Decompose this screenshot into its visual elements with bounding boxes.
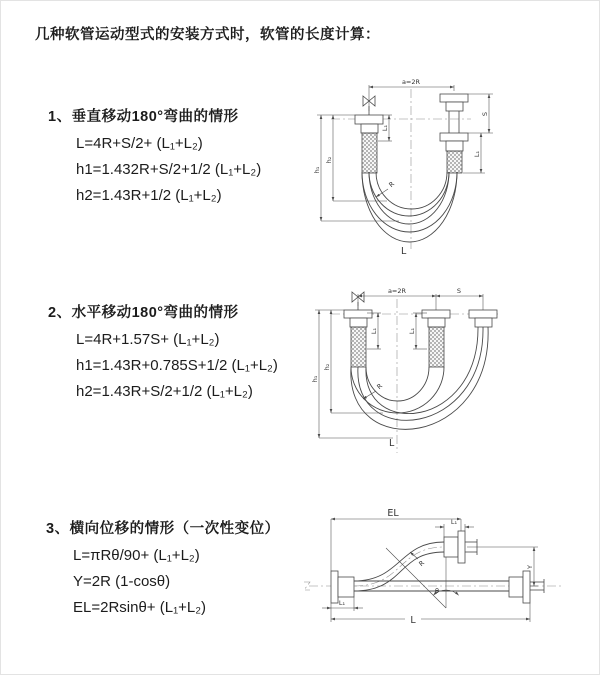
- dim-label-a2r: a=2R: [401, 78, 421, 86]
- page-title: 几种软管运动型式的安装方式时，软管的长度计算：: [35, 27, 380, 43]
- dim-label-r: R: [375, 381, 385, 391]
- formula-length: L=4R+S/2+ (L₁+L₂): [76, 135, 203, 152]
- dim-label-l: L: [389, 438, 395, 449]
- section-3-formulas: [73, 543, 206, 621]
- diagram-horizontal-move: [311, 283, 600, 461]
- dim-label-s: S: [456, 287, 462, 295]
- dim-label-a2r: a=2R: [387, 287, 407, 295]
- dim-label-y: Y: [526, 565, 534, 569]
- dimension-lines: [313, 78, 493, 257]
- dim-label-h2: h₂: [323, 363, 331, 371]
- braided-hose-section: [429, 327, 444, 367]
- hose-curves: [362, 172, 457, 242]
- dim-label-s: S: [481, 111, 489, 117]
- dim-label-el: EL: [387, 508, 399, 519]
- dim-label-l1-left: L₁: [381, 124, 389, 132]
- formula-length: L=πRθ/90+ (L₁+L₂): [73, 547, 200, 564]
- section-3-heading: 3、横向位移的情形（一次性变位）: [46, 521, 280, 537]
- diagram-vertical-move: [313, 71, 600, 267]
- moving-end-fitting: [440, 94, 468, 173]
- braided-hose-section: [362, 133, 377, 173]
- dim-label-l: L: [410, 615, 416, 626]
- braided-hose-section: [351, 327, 366, 367]
- section-1-heading: 1、垂直移动180°弯曲的情形: [48, 109, 239, 125]
- formula-h1: h1=1.432R+S/2+1/2 (L₁+L₂): [76, 161, 262, 178]
- formula-h1: h1=1.43R+0.785S+1/2 (L₁+L₂): [76, 357, 278, 374]
- dim-label-l1-mid: L₁: [408, 327, 416, 335]
- dim-label-theta: θ: [435, 587, 439, 595]
- formula-h2: h2=1.43R+1/2 (L₁+L₂): [76, 187, 222, 204]
- dim-label-r: R: [387, 179, 397, 189]
- formula-el: EL=2Rsinθ+ (L₁+L₂): [73, 599, 207, 616]
- moving-end-fitting-position-2: [469, 310, 497, 327]
- fixed-end-fitting: [355, 115, 383, 173]
- curved-hose: [354, 542, 444, 591]
- dim-label-h1: h₁: [311, 375, 319, 383]
- formula-length: L=4R+1.57S+ (L₁+L₂): [76, 331, 220, 348]
- diagram-lateral-shift: [301, 506, 600, 666]
- dim-label-h2: h₂: [325, 156, 333, 164]
- moving-end-fitting-position-1: [422, 310, 450, 367]
- dim-label-l1-bottom: L₁: [338, 599, 346, 607]
- dim-label-h1: h₁: [313, 166, 321, 174]
- right-flange-original: [509, 571, 544, 603]
- dim-label-l1-right: L₁: [473, 150, 481, 158]
- section-2-heading: 2、水平移动180°弯曲的情形: [48, 305, 239, 321]
- hose-curves: [351, 327, 488, 429]
- dimension-lines: [322, 508, 538, 626]
- formula-y: Y=2R (1-cosθ): [73, 573, 171, 590]
- dim-label-l1-left: L₁: [370, 327, 378, 335]
- fixed-end-fitting: [344, 310, 372, 367]
- section-2-formulas: [76, 327, 278, 405]
- dim-label-r: R: [417, 558, 427, 568]
- braided-hose-section: [447, 151, 462, 173]
- dim-label-l: L: [401, 246, 407, 257]
- dim-label-l1-top: L₁: [450, 518, 458, 526]
- section-1-formulas: [76, 131, 261, 209]
- formula-h2: h2=1.43R+S/2+1/2 (L₁+L₂): [76, 383, 253, 400]
